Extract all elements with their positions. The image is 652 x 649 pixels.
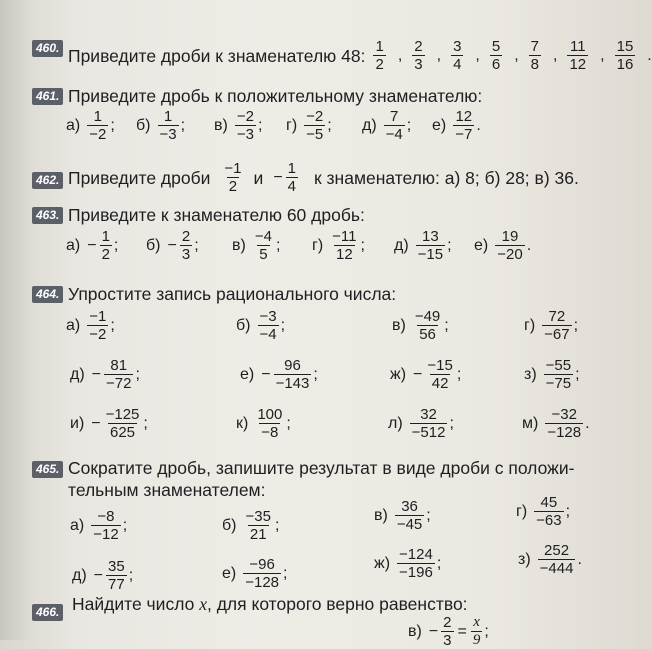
problem-464-badge: 464. bbox=[32, 286, 63, 303]
problem-464-item-a: а) $\frac{-1}{-2}$ ; bbox=[66, 308, 115, 343]
problem-464-item-c: в) $\frac{-49}{56}$ ; bbox=[392, 308, 449, 343]
problem-463-item-b: б) − $\frac{2}{3}$ ; bbox=[146, 228, 199, 263]
problem-464-item-f: е) − $\frac{96}{-143}$ ; bbox=[240, 357, 318, 392]
problem-464-item-h: з) $\frac{-55}{-75}$ ; bbox=[524, 357, 580, 392]
problem-461-item-a: а) $\frac{1}{-2}$ ; bbox=[66, 108, 115, 143]
problem-461-prompt: Приведите дробь к положительному знаменателю: bbox=[68, 86, 483, 106]
problem-460-text: Приведите дроби к знаменателю 48: $\frac{1}{2}$ , $\frac{2}{3}$ , $\frac{3}{4}$ , $\frac{5}{6}$ , $\frac{7}{8}$ , $\frac{11}{12}$ , $\frac{15}{16}$ . bbox=[68, 38, 652, 73]
problem-463-badge: 463. bbox=[32, 207, 63, 224]
problem-464-item-k: к) $\frac{100}{-8}$ ; bbox=[236, 406, 291, 441]
problem-463-prompt: Приведите к знаменателю 60 дробь: bbox=[68, 205, 365, 225]
problem-462-text: Приведите дроби $\frac{-1}{2}$ и − $\frac{1}{4}$ к знаменателю: а) 8; б) 28; в) 36. bbox=[68, 160, 579, 195]
problem-465-item-d: г) $\frac{45}{-63}$ ; bbox=[516, 494, 571, 529]
problem-461-item-e: д) $\frac{7}{-4}$ ; bbox=[362, 108, 412, 143]
fraction: $\frac{15}{16}$ bbox=[616, 38, 634, 73]
problem-461-item-c: в) $\frac{-2}{-3}$ ; bbox=[214, 108, 263, 143]
problem-464-item-g: ж) − $\frac{-15}{42}$ ; bbox=[390, 357, 462, 392]
problem-462-badge: 462. bbox=[32, 172, 63, 189]
page-gutter-shadow bbox=[0, 0, 32, 640]
problem-463-item-d: г) $\frac{-11}{12}$ ; bbox=[312, 228, 365, 263]
problem-461-item-b: б) $\frac{1}{-3}$ ; bbox=[136, 108, 186, 143]
fraction: $\frac{2}{3}$ bbox=[414, 38, 423, 73]
problem-460-badge: 460. bbox=[32, 40, 63, 57]
problem-466-item-c-partial: в) − $\frac{2}{3}$ = $\frac{x}{9}$ ; bbox=[408, 614, 489, 649]
problem-460-prompt: Приведите дроби к знаменателю 48: bbox=[68, 45, 366, 66]
problem-465-prompt-line1: Сократите дробь, запишите результат в виде дроби с положи- bbox=[68, 458, 575, 478]
problem-464-item-d: г) $\frac{72}{-67}$ ; bbox=[524, 308, 579, 343]
problem-463-item-c: в) $\frac{-4}{5}$ ; bbox=[232, 228, 281, 263]
problem-464-item-i: и) − $\frac{-125}{625}$ ; bbox=[70, 406, 148, 441]
problem-463-item-a: а) − $\frac{1}{2}$ ; bbox=[66, 228, 119, 263]
fraction: $\frac{11}{12}$ bbox=[569, 38, 587, 73]
problem-464-item-b: б) $\frac{-3}{-4}$ ; bbox=[236, 308, 286, 343]
problem-463-item-e: д) $\frac{13}{-15}$ ; bbox=[394, 228, 452, 263]
problem-465-item-f: е) $\frac{-96}{-128}$ ; bbox=[222, 556, 288, 591]
problem-465-item-b: б) $\frac{-35}{21}$ ; bbox=[222, 508, 280, 543]
problem-464-item-e: д) − $\frac{81}{-72}$ ; bbox=[70, 357, 140, 392]
problem-465-item-g: ж) $\frac{-124}{-196}$ ; bbox=[374, 546, 442, 581]
fraction: $\frac{-1}{2}$ bbox=[224, 160, 242, 195]
problem-464-item-l: л) $\frac{32}{-512}$ ; bbox=[388, 406, 454, 441]
problem-461-item-d: г) $\frac{-2}{-5}$ ; bbox=[286, 108, 332, 143]
fraction: $\frac{1}{2}$ bbox=[375, 38, 384, 73]
problem-465-badge: 465. bbox=[32, 461, 63, 478]
problem-461-badge: 461. bbox=[32, 88, 63, 105]
problem-465-item-c: в) $\frac{36}{-45}$ ; bbox=[374, 498, 431, 533]
problem-465-item-e: д) − $\frac{35}{77}$ ; bbox=[72, 558, 134, 593]
problem-466-badge: 466. bbox=[32, 604, 63, 621]
problem-465-prompt-line2: тельным знаменателем: bbox=[68, 480, 266, 500]
fraction: $\frac{7}{8}$ bbox=[530, 38, 540, 73]
problem-464-prompt: Упростите запись рационального числа: bbox=[68, 284, 397, 304]
fraction: $\frac{1}{4}$ bbox=[287, 160, 296, 195]
problem-466-prompt: Найдите число x, для которого верно равенство: bbox=[72, 594, 468, 614]
fraction: $\frac{3}{4}$ bbox=[453, 38, 462, 73]
problem-461-item-f: е) $\frac{12}{-7}$ . bbox=[432, 108, 481, 143]
problem-464-item-m: м) $\frac{-32}{-128}$ . bbox=[522, 406, 590, 441]
problem-463-item-f: е) $\frac{19}{-20}$ . bbox=[474, 228, 532, 263]
fraction: $\frac{5}{6}$ bbox=[491, 38, 501, 73]
problem-465-item-h: з) $\frac{252}{-444}$ . bbox=[518, 542, 582, 577]
problem-465-item-a: а) $\frac{-8}{-12}$ ; bbox=[70, 508, 128, 543]
